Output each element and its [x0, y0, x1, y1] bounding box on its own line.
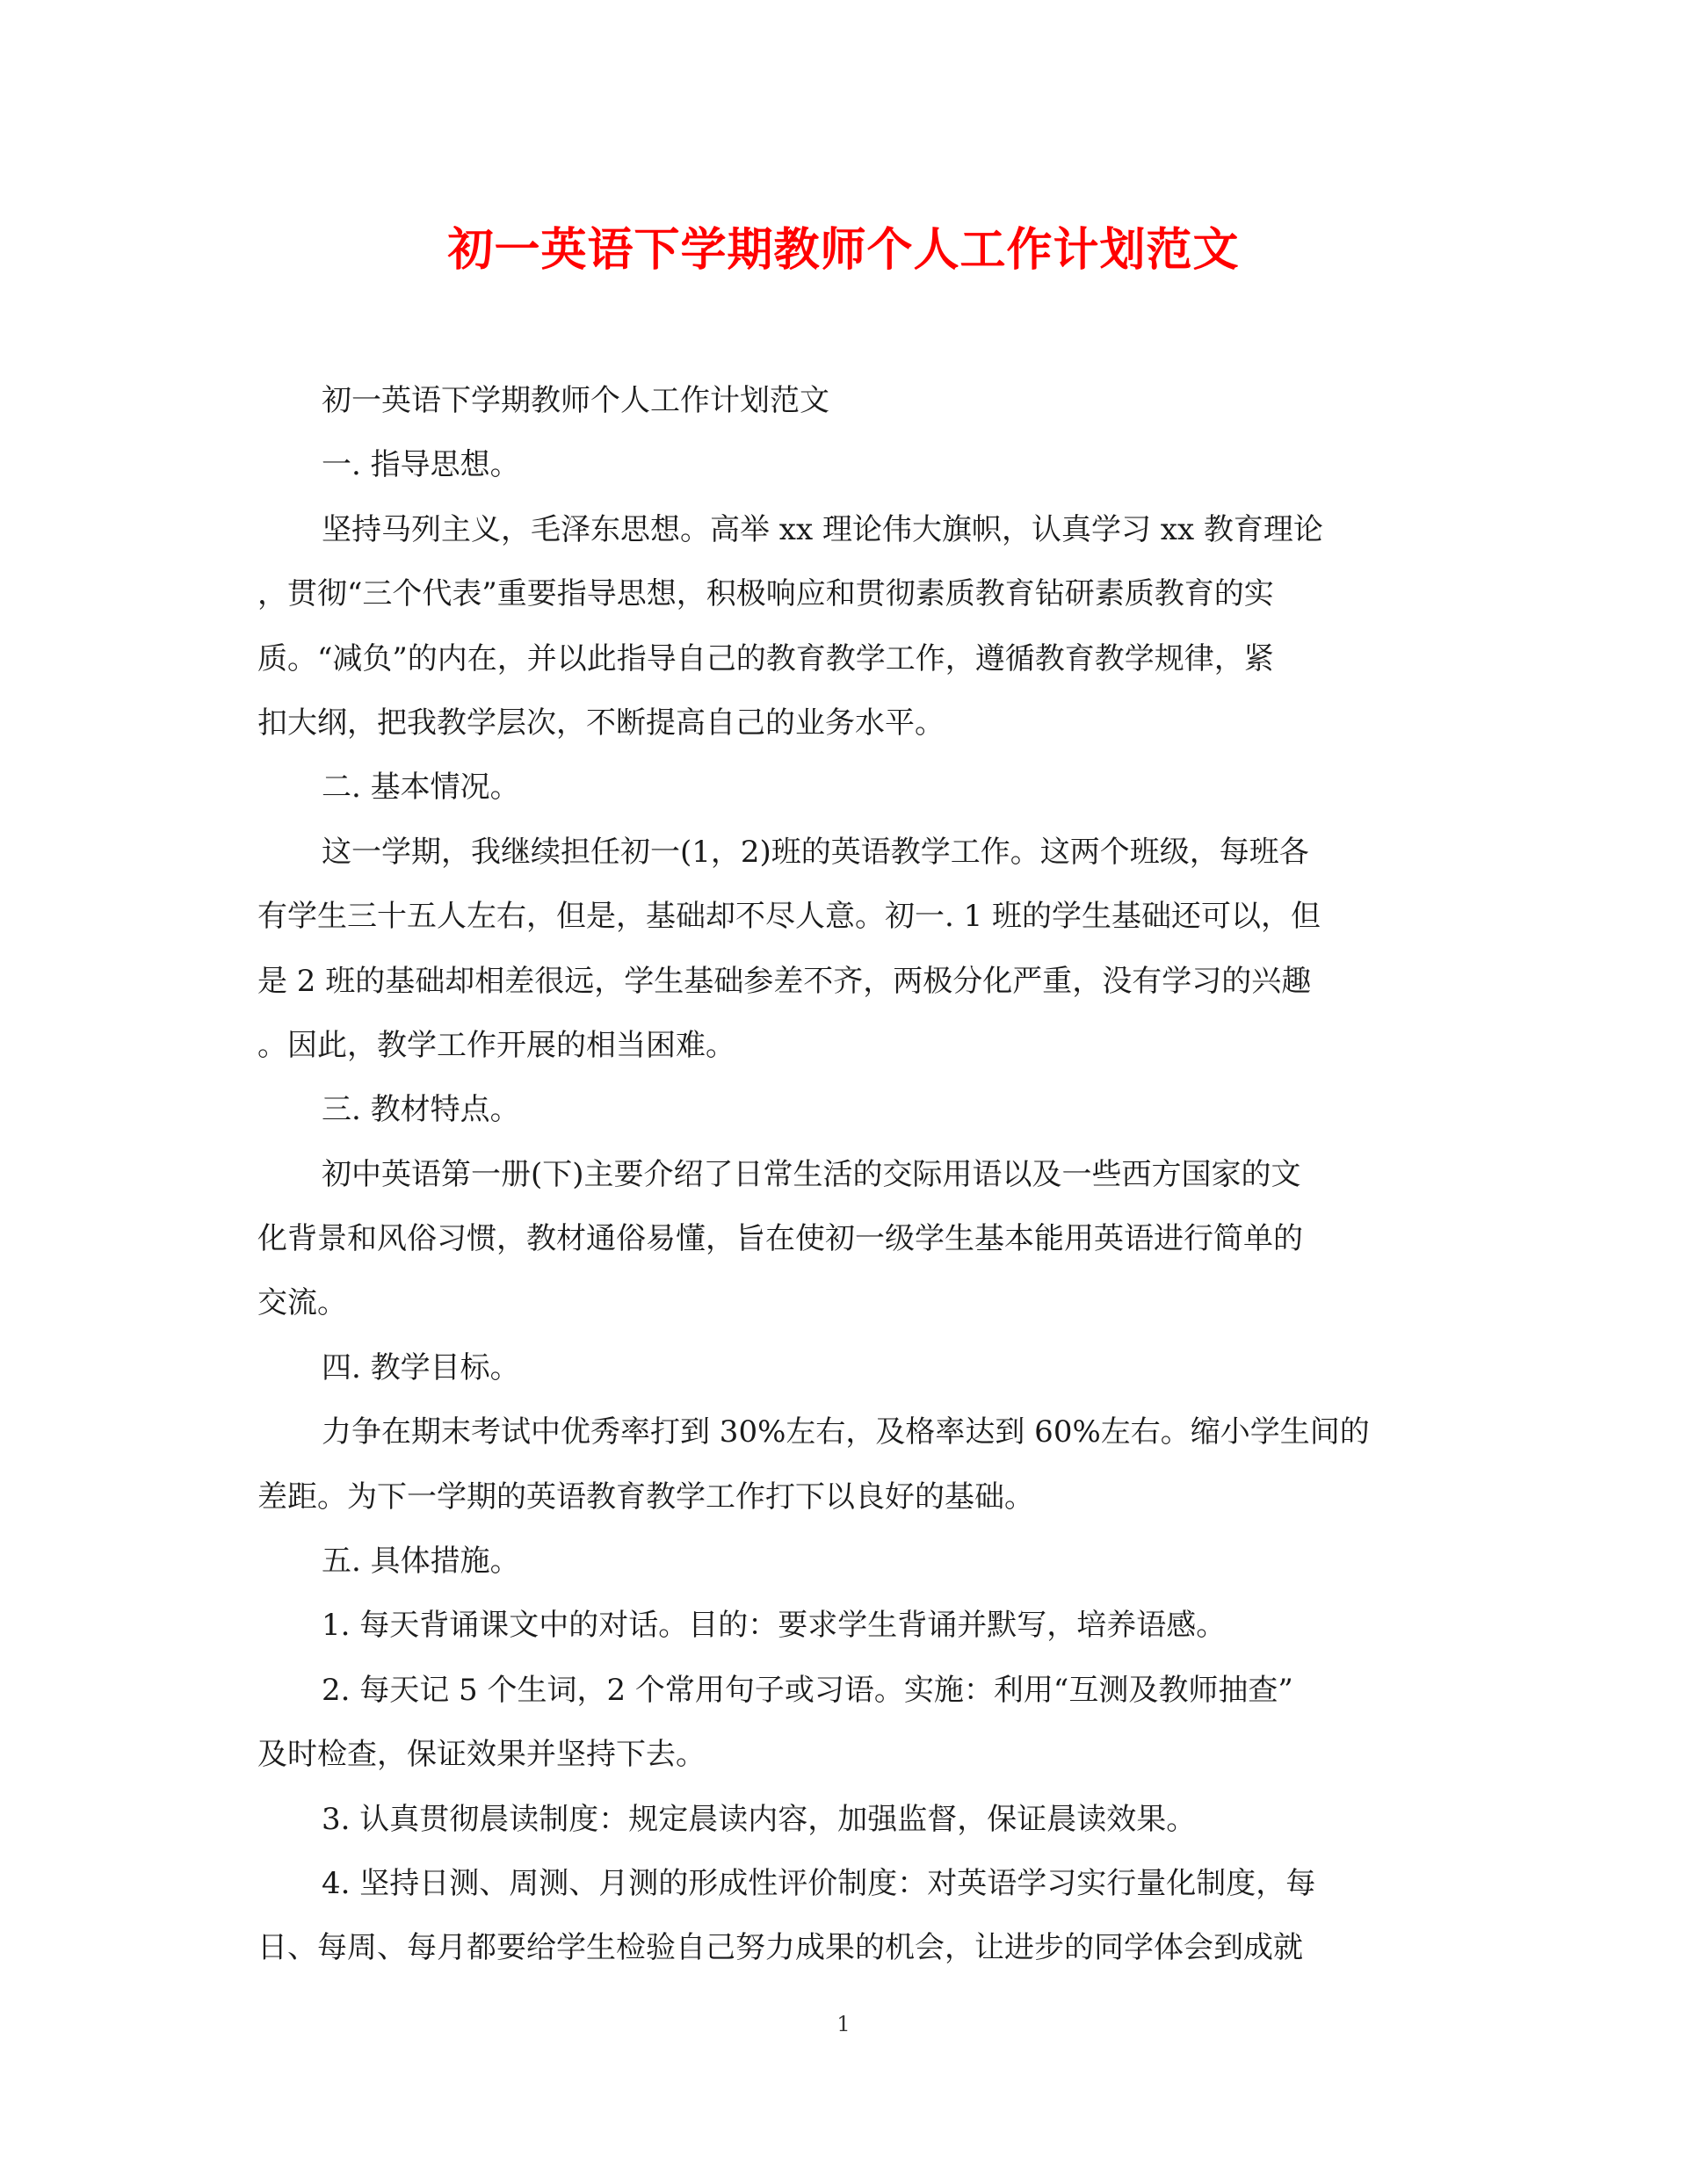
- section-heading-teaching-goals: 四. 教学目标。: [322, 1349, 520, 1385]
- body-line: 差距。为下一学期的英语教育教学工作打下以良好的基础。: [257, 1479, 1034, 1515]
- section-heading-guiding-ideology: 一. 指导思想。: [322, 447, 520, 483]
- document-body: [257, 369, 1435, 1981]
- body-line: 交流。: [257, 1285, 347, 1321]
- body-line: 扣大纲，把我教学层次，不断提高自己的业务水平。: [257, 705, 945, 741]
- document-title: 初一英语下学期教师个人工作计划范文: [447, 223, 1240, 277]
- list-item-measure-2: 2. 每天记 5 个生词，2 个常用句子或习语。实施：利用“互测及教师抽查”: [322, 1672, 1293, 1708]
- section-heading-specific-measures: 五. 具体措施。: [322, 1544, 520, 1580]
- body-line: 力争在期末考试中优秀率打到 30%左右，及格率达到 60%左右。缩小学生间的: [322, 1414, 1370, 1450]
- section-heading-textbook-features: 三. 教材特点。: [322, 1092, 520, 1128]
- list-item-measure-3: 3. 认真贯彻晨读制度：规定晨读内容，加强监督，保证晨读效果。: [322, 1801, 1197, 1837]
- body-line: 及时检查，保证效果并坚持下去。: [257, 1737, 706, 1773]
- section-heading-basic-situation: 二. 基本情况。: [322, 770, 520, 806]
- list-item-measure-4: 4. 坚持日测、周测、月测的形成性评价制度：对英语学习实行量化制度，每: [322, 1865, 1316, 1901]
- body-line: 坚持马列主义，毛泽东思想。高举 xx 理论伟大旗帜，认真学习 xx 教育理论: [322, 511, 1323, 547]
- body-line: 这一学期，我继续担任初一(1，2)班的英语教学工作。这两个班级，每班各: [322, 834, 1309, 870]
- list-item-measure-1: 1. 每天背诵课文中的对话。目的：要求学生背诵并默写，培养语感。: [322, 1608, 1227, 1644]
- body-line: 。因此，教学工作开展的相当困难。: [257, 1027, 735, 1063]
- body-line: 化背景和风俗习惯，教材通俗易懂，旨在使初一级学生基本能用英语进行简单的: [257, 1221, 1303, 1257]
- body-line: 初中英语第一册(下)主要介绍了日常生活的交际用语以及一些西方国家的文: [322, 1156, 1301, 1192]
- body-line-subtitle: 初一英语下学期教师个人工作计划范文: [322, 383, 829, 418]
- body-line: 质。“减负”的内在，并以此指导自己的教育教学工作，遵循教育教学规律，紧: [257, 640, 1274, 676]
- page-number: 1: [836, 2012, 851, 2036]
- body-line: 日、每周、每月都要给学生检验自己努力成果的机会，让进步的同学体会到成就: [257, 1930, 1303, 1966]
- body-line: 是 2 班的基础却相差很远，学生基础参差不齐，两极分化严重，没有学习的兴趣: [257, 963, 1312, 999]
- body-line: ，贯彻“三个代表”重要指导思想，积极响应和贯彻素质教育钻研素质教育的实: [257, 576, 1274, 612]
- body-line: 有学生三十五人左右，但是，基础却不尽人意。初一. 1 班的学生基础还可以，但: [257, 899, 1321, 935]
